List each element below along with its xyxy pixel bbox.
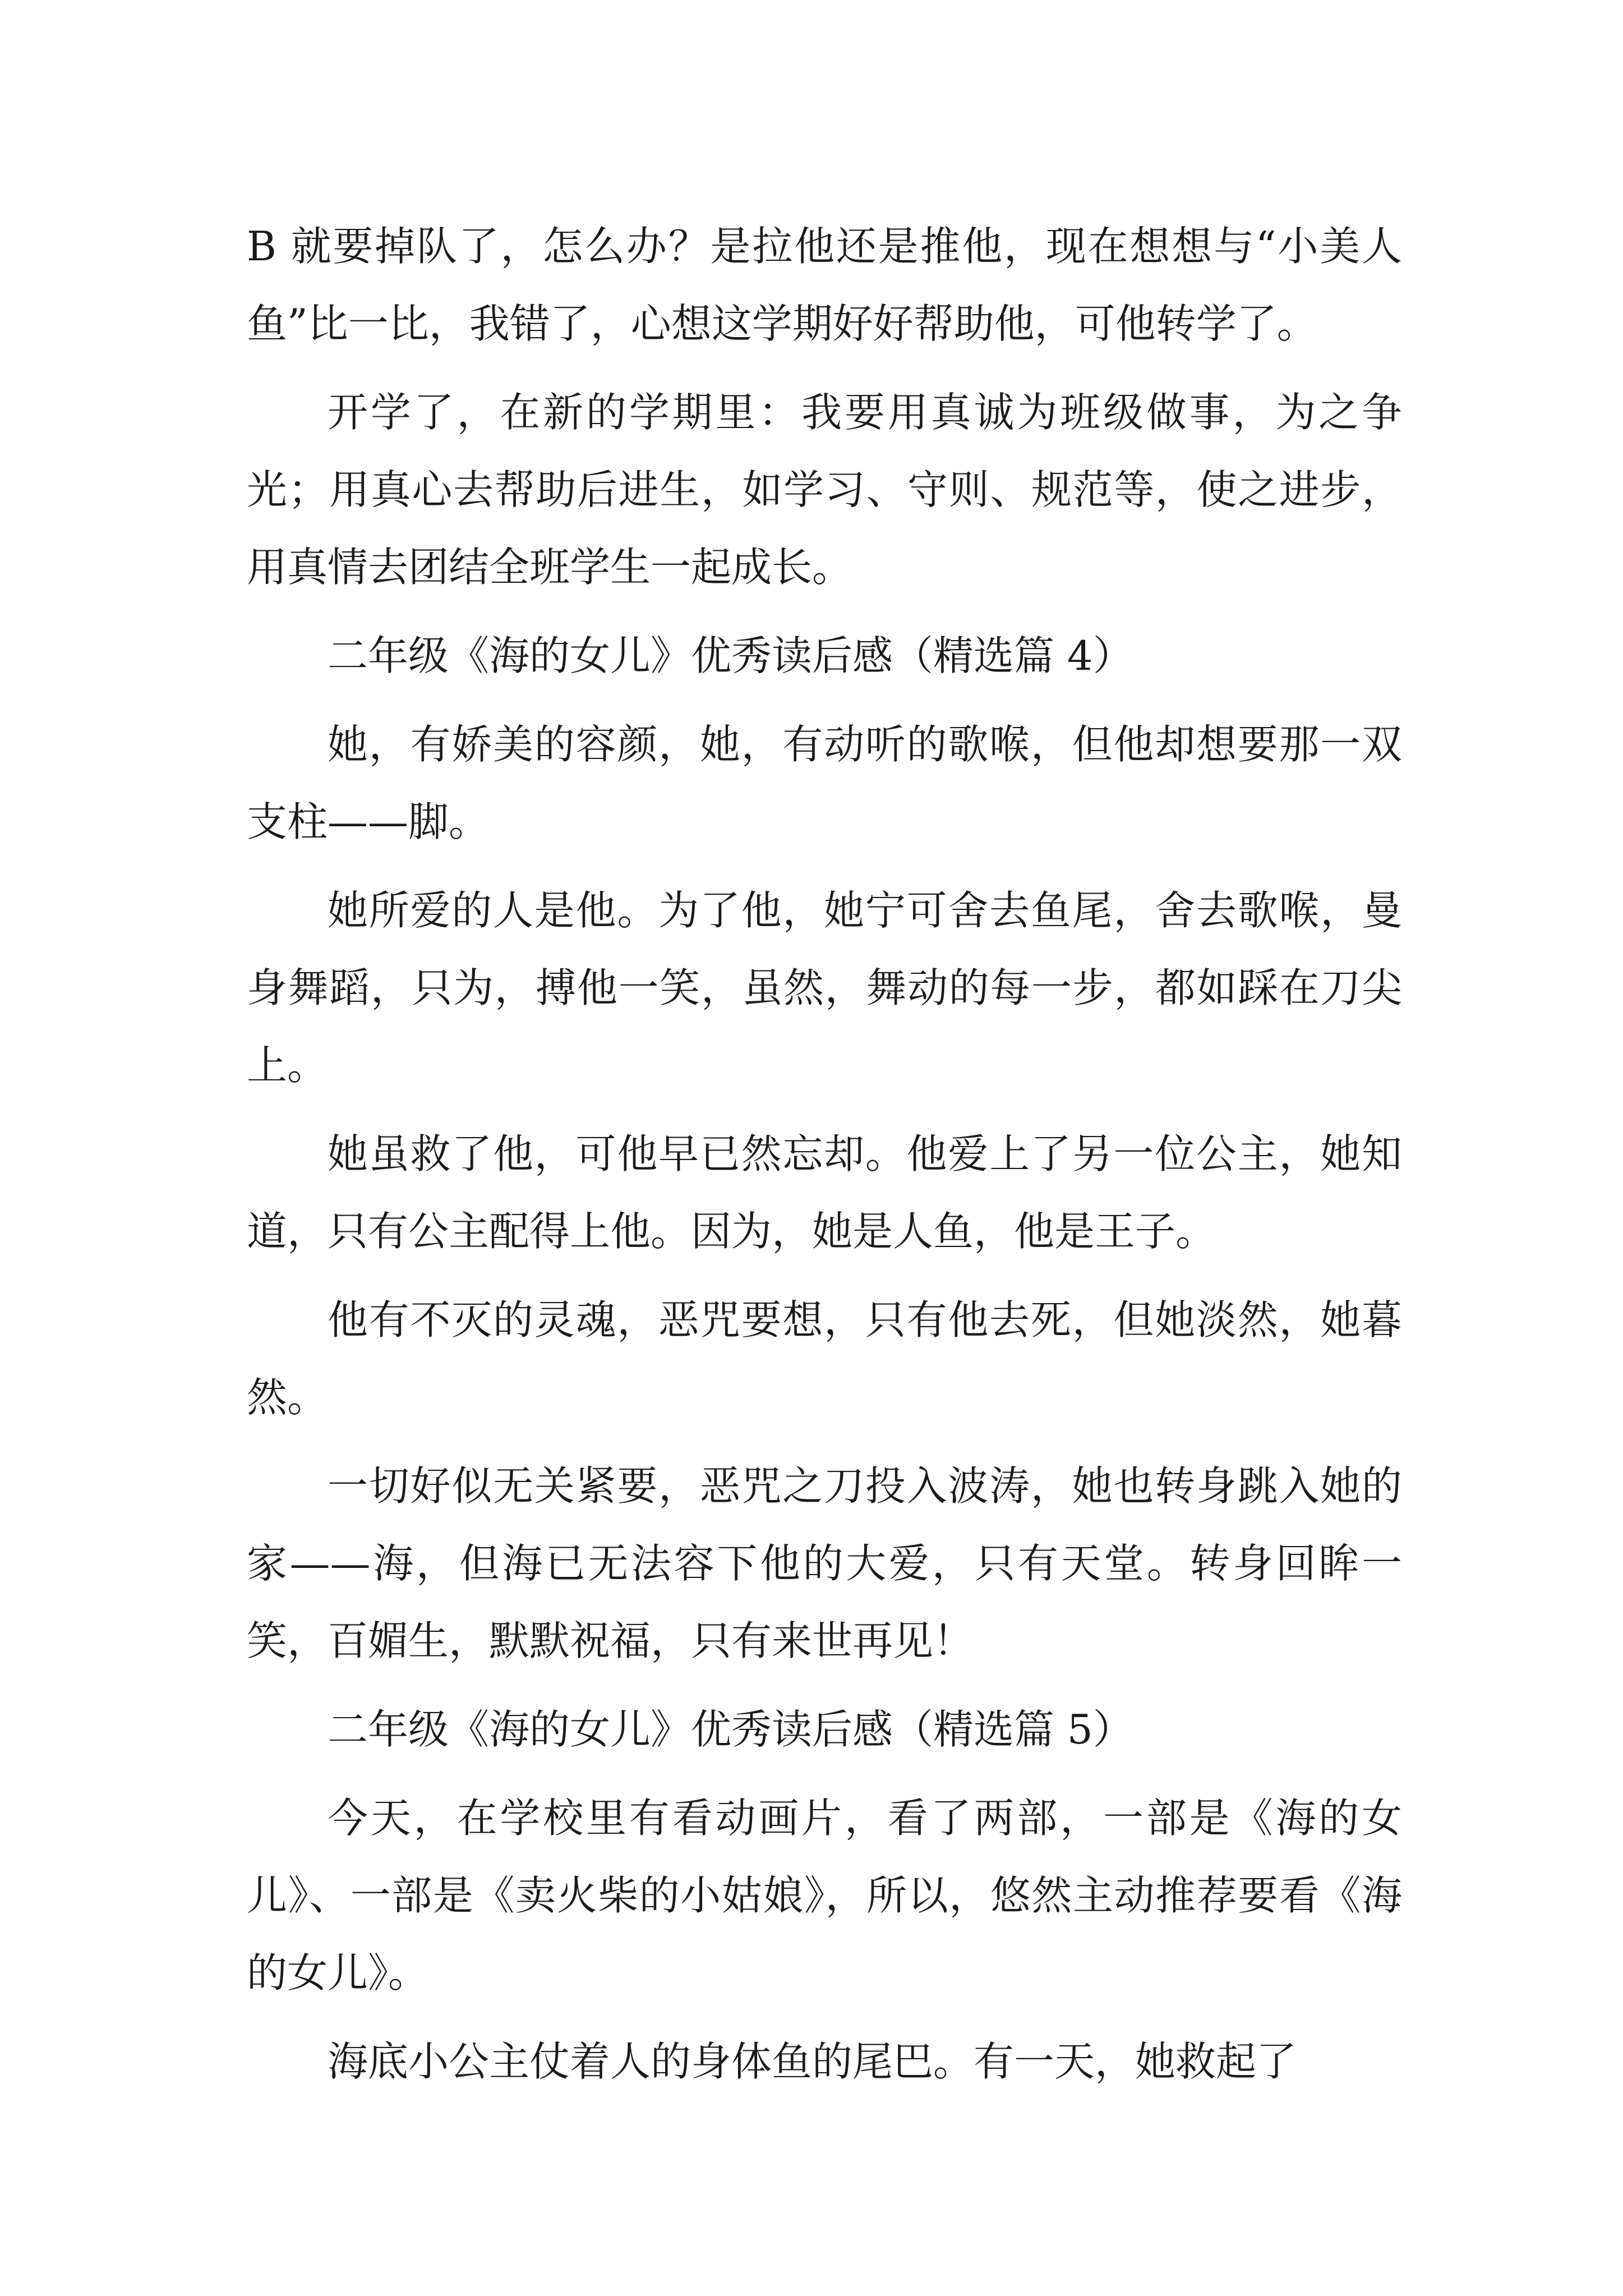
paragraph: 海底小公主仗着人的身体鱼的尾巴。有一天，她救起了 bbox=[328, 2038, 1297, 2085]
paragraph: 她虽救了他，可他早已然忘却。他爱上了另一位公主，她知道，只有公主配得上他。因为，她是人鱼，他是王子。 bbox=[247, 1130, 1402, 1255]
paragraph-continuation: B 就要掉队了，怎么办？是拉他还是推他，现在想想与“小美人鱼”比一比，我错了，心想这学期好好帮助他，可他转学了。 bbox=[247, 223, 1402, 347]
paragraph: 开学了，在新的学期里：我要用真诚为班级做事，为之争光；用真心去帮助后进生，如学习、守则、规范等，使之进步，用真情去团结全班学生一起成长。 bbox=[247, 389, 1402, 591]
section-heading: 二年级《海的女儿》优秀读后感（精选篇 4） bbox=[328, 632, 1133, 679]
paragraph: 她，有娇美的容颜，她，有动听的歌喉，但他却想要那一双支柱——脚。 bbox=[247, 721, 1402, 845]
paragraph: 她所爱的人是他。为了他，她宁可舍去鱼尾，舍去歌喉，曼身舞蹈，只为，搏他一笑，虽然，舞动的每一步，都如踩在刀尖上。 bbox=[247, 887, 1402, 1089]
paragraph: 今天，在学校里有看动画片，看了两部，一部是《海的女儿》、一部是《卖火柴的小姑娘》，所以，悠然主动推荐要看《海的女儿》。 bbox=[247, 1795, 1402, 1996]
paragraph: 他有不灭的灵魂，恶咒要想，只有他去死，但她淡然，她暮然。 bbox=[247, 1296, 1402, 1421]
document-body bbox=[247, 208, 1402, 2111]
paragraph: 一切好似无关紧要，恶咒之刀投入波涛，她也转身跳入她的家——海，但海已无法容下他的大爱，只有天堂。转身回眸一笑，百媚生，默默祝福，只有来世再见！ bbox=[247, 1462, 1402, 1664]
section-heading: 二年级《海的女儿》优秀读后感（精选篇 5） bbox=[328, 1706, 1133, 1753]
